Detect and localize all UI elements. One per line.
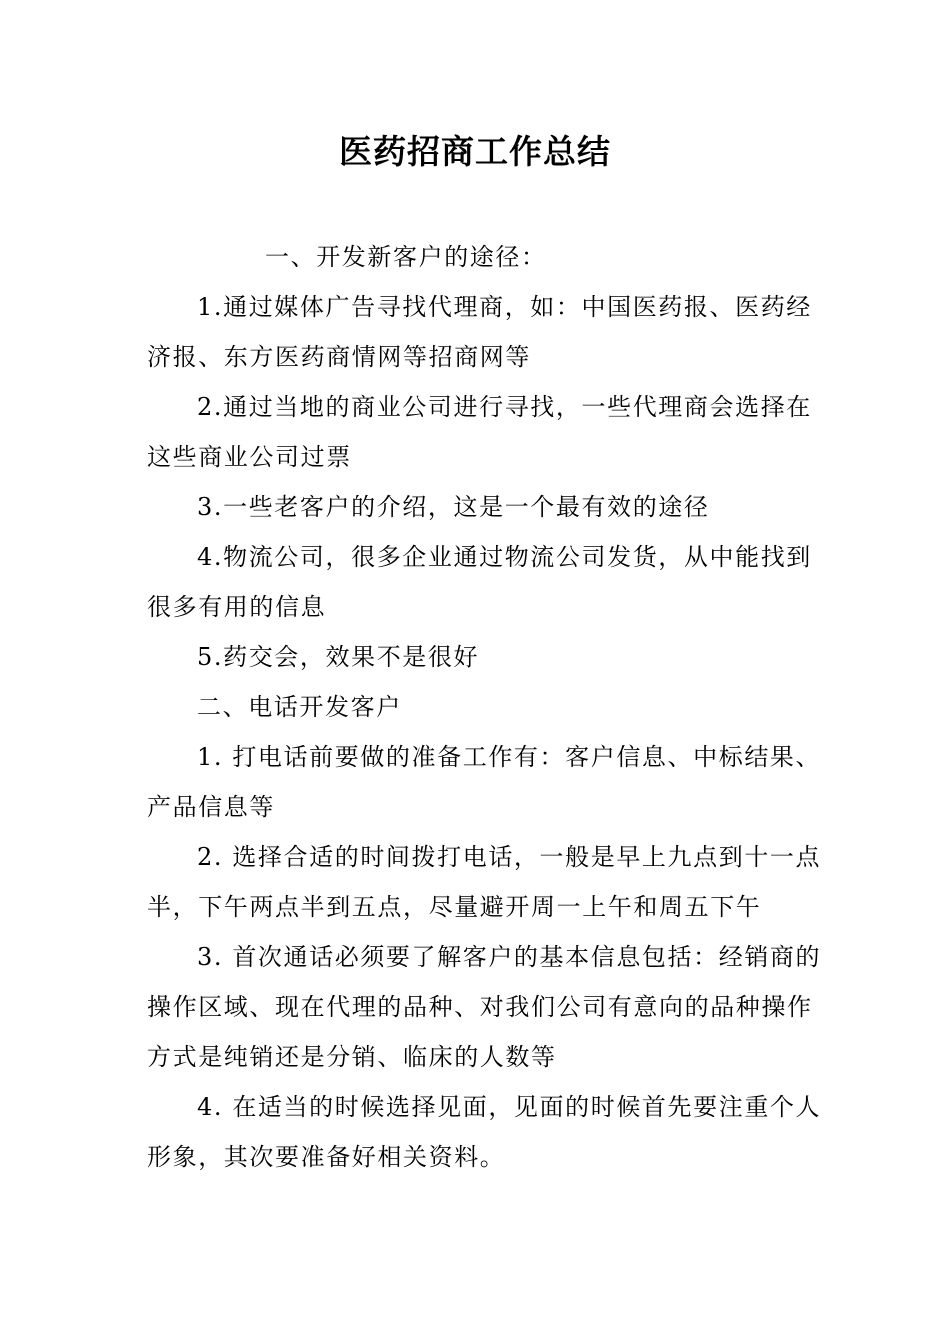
paragraph-local-companies: 2.通过当地的商业公司进行寻找，一些代理商会选择在这些商业公司过票 [147, 393, 812, 471]
paragraph-first-call: 3. 首次通话必须要了解客户的基本信息包括：经销商的操作区域、现在代理的品种、对我们公司有意向的品种操作方式是纯销还是分销、临床的人数等 [147, 943, 822, 1071]
paragraph-logistics: 4.物流公司，很多企业通过物流公司发货，从中能找到很多有用的信息 [147, 543, 812, 621]
paragraph-meeting: 4. 在适当的时候选择见面，见面的时候首先要注重个人形象，其次要准备好相关资料。 [147, 1093, 822, 1171]
document-body [147, 232, 827, 1182]
paragraph-referrals: 3.一些老客户的介绍，这是一个最有效的途径 [197, 493, 710, 521]
paragraph-phone-prep: 1. 打电话前要做的准备工作有：客户信息、中标结果、产品信息等 [147, 743, 822, 821]
paragraph-trade-fair: 5.药交会，效果不是很好 [197, 643, 480, 671]
paragraph-phone-timing: 2. 选择合适的时间拨打电话，一般是早上九点到十一点半，下午两点半到五点，尽量避开周一上午和周五下午 [147, 843, 822, 921]
section-heading-phone: 二、电话开发客户 [197, 693, 402, 721]
document-title: 医药招商工作总结 [339, 132, 611, 171]
paragraph-media-ads: 1.通过媒体广告寻找代理商，如：中国医药报、医药经济报、东方医药商情网等招商网等 [147, 293, 812, 371]
section-heading-new-customers: 一、开发新客户的途径： [265, 243, 547, 271]
